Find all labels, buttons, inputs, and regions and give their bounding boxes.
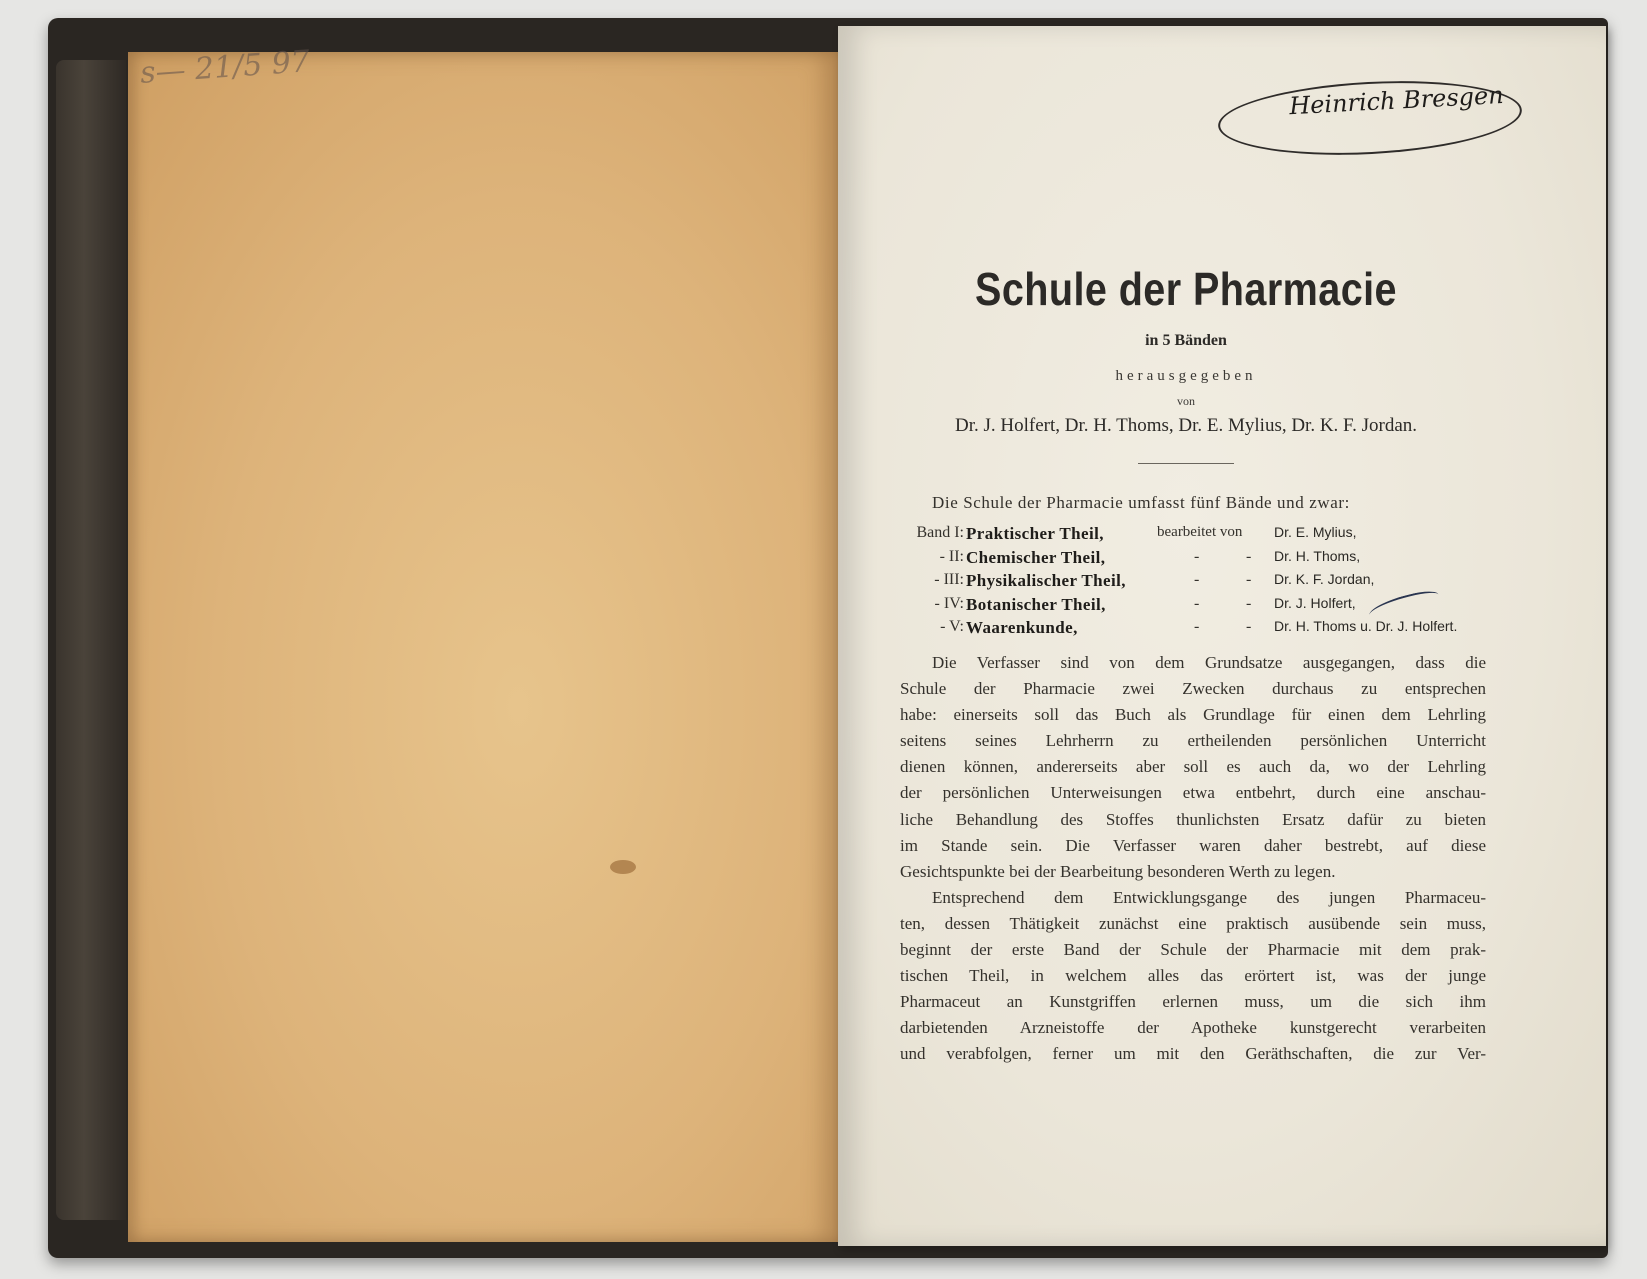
text-line: der persönlichen Unterweisungen etwa entbehrt, durch eine anschau-: [900, 783, 1486, 803]
text-line: und verabfolgen, ferner um mit den Geräthschaften, die zur Ver-: [900, 1044, 1486, 1064]
issued-label: herausgegeben: [1115, 368, 1257, 384]
text-line: Pharmaceut an Kunstgriffen erlernen muss, um die sich ihm: [900, 992, 1486, 1012]
text-line: Gesichtspunkte bei der Bearbeitung besonderen Werth zu legen.: [900, 861, 1336, 881]
page-title: Schule der Pharmacie: [975, 263, 1397, 315]
signature-text: Heinrich Bresgen: [1288, 80, 1505, 121]
volume-author: Dr. H. Thoms,: [1274, 547, 1361, 564]
body-text: [900, 650, 1486, 1068]
intro-line: Die Schule der Pharmacie umfasst fünf Bände und zwar:: [932, 493, 1350, 512]
divider: [1138, 463, 1234, 464]
ditto-mark: -: [1246, 594, 1252, 612]
volume-row: [898, 524, 1518, 548]
paper-stain: [610, 860, 636, 874]
by-label: von: [1177, 394, 1195, 408]
text-line: beginnt der erste Band der Schule der Pharmacie mit dem prak-: [900, 940, 1486, 960]
volume-name: Botanischer Theil,: [966, 594, 1106, 614]
text-line: Entsprechend dem Entwicklungsgange des jungen Pharmaceu-: [932, 887, 1486, 907]
volume-label: - II:: [939, 547, 964, 565]
volume-label: - IV:: [934, 594, 964, 612]
editors-line: Dr. J. Holfert, Dr. H. Thoms, Dr. E. Mylius, Dr. K. F. Jordan.: [954, 415, 1418, 436]
ditto-mark: -: [1194, 571, 1200, 588]
text-line: seitens seines Lehrherrn zu ertheilenden persönlichen Unterricht: [900, 731, 1486, 751]
volume-label: Band I:: [916, 524, 964, 541]
text-line: liche Behandlung des Stoffes thunlichsten Ersatz dafür zu bieten: [900, 809, 1486, 829]
text-line: tischen Theil, in welchem alles das erörtert ist, was der junge: [900, 966, 1486, 986]
volume-name: Praktischer Theil,: [966, 524, 1104, 543]
book-spine: [56, 60, 126, 1220]
text-line: Schule der Pharmacie zwei Zwecken durchaus zu entsprechen: [900, 679, 1486, 699]
volume-author: Dr. E. Mylius,: [1274, 524, 1357, 540]
volume-row: [898, 548, 1518, 572]
ditto-mark: -: [1246, 571, 1252, 588]
text-line: ten, dessen Thätigkeit zunächst eine praktisch ausübende sein muss,: [900, 913, 1486, 933]
volume-name: Waarenkunde,: [966, 618, 1078, 637]
subtitle: in 5 Bänden: [1145, 332, 1227, 349]
ditto-mark: -: [1246, 618, 1252, 635]
text-line: darbietenden Arzneistoffe der Apotheke kunstgerecht verarbeiten: [900, 1018, 1486, 1038]
volume-row: [898, 618, 1518, 642]
volume-editor-prefix: bearbeitet von: [1157, 524, 1243, 540]
volume-label: - V:: [940, 618, 964, 635]
text-line: dienen können, andererseits aber soll es auch da, wo der Lehrling: [900, 757, 1486, 777]
left-endpaper: [128, 52, 838, 1242]
volume-label: - III:: [934, 571, 964, 588]
text-line: im Stande sein. Die Verfasser waren daher bestrebt, auf diese: [900, 835, 1486, 855]
ditto-mark: -: [1194, 594, 1200, 612]
text-line: Die Verfasser sind von dem Grundsatze ausgegangen, dass die: [932, 653, 1486, 672]
text-line: habe: einerseits soll das Buch als Grundlage für einen dem Lehrling: [900, 705, 1486, 725]
volume-author: Dr. H. Thoms u. Dr. J. Holfert.: [1274, 618, 1458, 634]
volume-list: [898, 524, 1518, 642]
volume-author: Dr. J. Holfert,: [1274, 594, 1356, 611]
ditto-mark: -: [1246, 547, 1252, 565]
pencil-note: s— 21/5 97: [138, 44, 312, 91]
volume-author: Dr. K. F. Jordan,: [1274, 571, 1375, 587]
ditto-mark: -: [1194, 547, 1200, 565]
ditto-mark: -: [1194, 618, 1200, 635]
volume-name: Chemischer Theil,: [966, 547, 1106, 567]
volume-name: Physikalischer Theil,: [966, 571, 1126, 590]
